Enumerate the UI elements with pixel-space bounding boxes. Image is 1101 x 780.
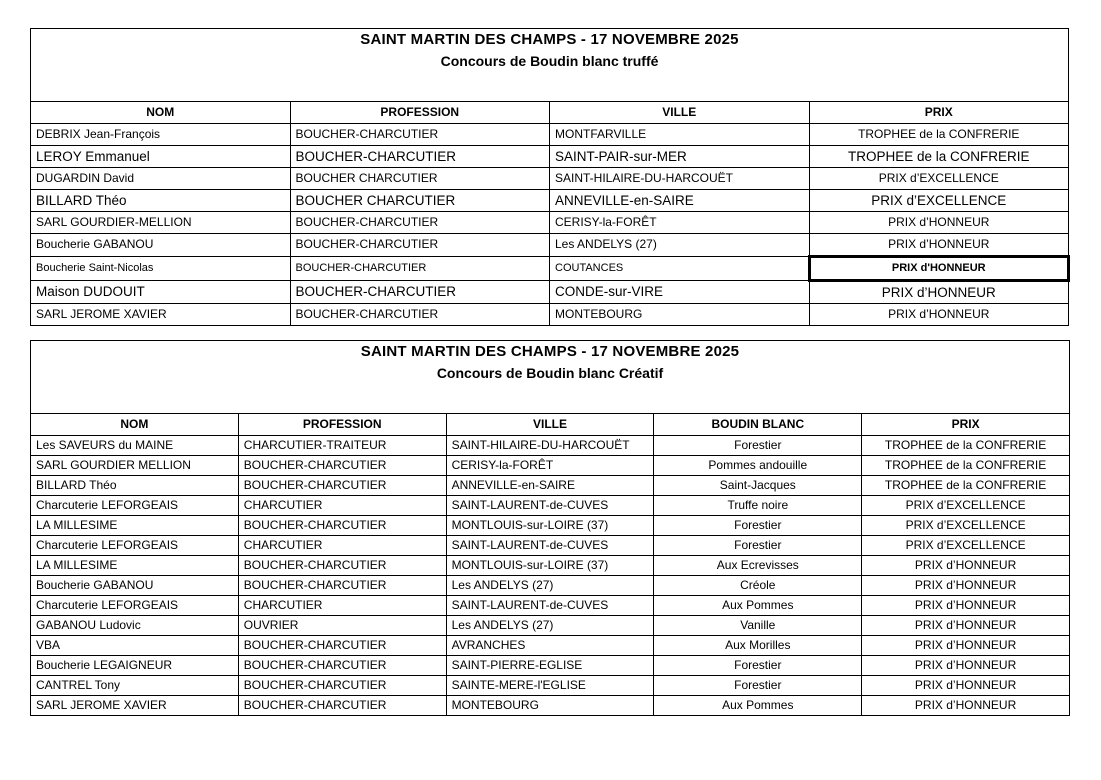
table-cell: CHARCUTIER [238,596,446,616]
table-row [31,124,1069,146]
table-cell: Boucherie GABANOU [31,576,239,596]
table-cell: BOUCHER-CHARCUTIER [290,281,550,304]
table-cell: Créole [654,576,862,596]
table-cell: Les ANDELYS (27) [446,576,654,596]
header-row [31,414,1070,436]
table-cell: Charcuterie LEFORGEAIS [31,596,239,616]
table-cell: SAINT-LAURENT-de-CUVES [446,496,654,516]
table-row [31,168,1069,190]
table-subtitle: Concours de Boudin blanc truffé [440,52,659,69]
table-cell: BOUCHER-CHARCUTIER [238,556,446,576]
table-cell: PRIX d’EXCELLENCE [862,496,1070,516]
column-header: PROFESSION [290,102,550,124]
table-cell: BOUCHER-CHARCUTIER [290,124,550,146]
table-row [31,476,1070,496]
table-row [31,212,1069,234]
table-cell: BOUCHER-CHARCUTIER [238,696,446,716]
column-header: PROFESSION [238,414,446,436]
table-cell: Les SAVEURS du MAINE [31,436,239,456]
table-cell: VBA [31,636,239,656]
table-row [31,516,1070,536]
table-cell: PRIX d’EXCELLENCE [809,168,1069,190]
column-header: VILLE [550,102,810,124]
table-cell: Boucherie GABANOU [31,234,291,257]
table-cell: BOUCHER-CHARCUTIER [238,576,446,596]
table-cell: BOUCHER-CHARCUTIER [290,146,550,168]
table-cell: PRIX d’HONNEUR [862,656,1070,676]
table-cell: BOUCHER-CHARCUTIER [238,656,446,676]
table-row [31,616,1070,636]
table-cell: BILLARD Théo [31,476,239,496]
table-cell: CANTREL Tony [31,676,239,696]
table-cell: CERISY-la-FORÊT [550,212,810,234]
table-cell: COUTANCES [550,257,810,281]
table-row [31,656,1070,676]
table-cell: MONTEBOURG [550,304,810,326]
table-cell: BOUCHER-CHARCUTIER [238,636,446,656]
table-cell: BOUCHER CHARCUTIER [290,168,550,190]
table-cell: BOUCHER-CHARCUTIER [290,257,550,281]
table-cell: BOUCHER-CHARCUTIER [290,234,550,257]
table-row [31,576,1070,596]
table-row [31,536,1070,556]
table-cell: PRIX d’HONNEUR [862,576,1070,596]
table-cell: LA MILLESIME [31,556,239,576]
table-cell: Forestier [654,656,862,676]
table-cell: BOUCHER-CHARCUTIER [238,516,446,536]
table-cell: PRIX d’HONNEUR [862,616,1070,636]
table-row [31,304,1069,326]
table-cell: Les ANDELYS (27) [550,234,810,257]
table-cell: Charcuterie LEFORGEAIS [31,496,239,516]
table-title [31,341,1070,414]
table-cell: Aux Pommes [654,696,862,716]
table-cell: BOUCHER CHARCUTIER [290,190,550,212]
table-cell: Les ANDELYS (27) [446,616,654,636]
column-header: NOM [31,414,239,436]
table-cell: OUVRIER [238,616,446,636]
table-cell: TROPHEE de la CONFRERIE [862,476,1070,496]
table-cell: PRIX d’EXCELLENCE [809,190,1069,212]
table-cell: GABANOU Ludovic [31,616,239,636]
column-header: NOM [31,102,291,124]
table-cell: Boucherie LEGAIGNEUR [31,656,239,676]
table-cell: Maison DUDOUIT [31,281,291,304]
table-cell: PRIX d’HONNEUR [809,212,1069,234]
table-cell: TROPHEE de la CONFRERIE [862,456,1070,476]
table-cell: PRIX d’HONNEUR [809,304,1069,326]
table-cell: SARL GOURDIER MELLION [31,456,239,476]
table-cell: ANNEVILLE-en-SAIRE [446,476,654,496]
table-cell: TROPHEE de la CONFRERIE [862,436,1070,456]
table-row [31,676,1070,696]
table-cell: Aux Morilles [654,636,862,656]
table-cell: SAINT-LAURENT-de-CUVES [446,596,654,616]
table-cell: BOUCHER-CHARCUTIER [238,456,446,476]
table-cell: PRIX d’HONNEUR [809,281,1069,304]
table-cell: Charcuterie LEFORGEAIS [31,536,239,556]
table-cell: PRIX d’HONNEUR [862,696,1070,716]
table-cell: TROPHEE de la CONFRERIE [809,146,1069,168]
table-row [31,636,1070,656]
table-cell: Forestier [654,516,862,536]
table-cell: LEROY Emmanuel [31,146,291,168]
table-cell: Aux Ecrevisses [654,556,862,576]
table-cell: Aux Pommes [654,596,862,616]
table-cell: BOUCHER-CHARCUTIER [290,304,550,326]
table-cell: SAINT-HILAIRE-DU-HARCOUËT [550,168,810,190]
table-title-line1: SAINT MARTIN DES CHAMPS - 17 NOVEMBRE 2025 [360,31,739,48]
table-cell: SAINTE-MERE-l'EGLISE [446,676,654,696]
table-cell: LA MILLESIME [31,516,239,536]
table-cell: Boucherie Saint-Nicolas [31,257,291,281]
table-cell: PRIX d’EXCELLENCE [862,516,1070,536]
table-cell: SARL GOURDIER-MELLION [31,212,291,234]
table-subtitle: Concours de Boudin blanc Créatif [436,364,664,381]
table-cell: Vanille [654,616,862,636]
table-cell: PRIX d’HONNEUR [809,234,1069,257]
column-header: VILLE [446,414,654,436]
table-title-line1: SAINT MARTIN DES CHAMPS - 17 NOVEMBRE 2025 [360,343,740,360]
table-row [31,456,1070,476]
table-cell: Forestier [654,676,862,696]
header-row [31,102,1069,124]
table-cell: Forestier [654,436,862,456]
table-cell: SAINT-PAIR-sur-MER [550,146,810,168]
table-row [31,281,1069,304]
table-cell: BOUCHER-CHARCUTIER [238,676,446,696]
table-cell: MONTLOUIS-sur-LOIRE (37) [446,556,654,576]
table-cell: BILLARD Théo [31,190,291,212]
title-row [31,341,1070,414]
table-cell: Forestier [654,536,862,556]
table-cell: DUGARDIN David [31,168,291,190]
table-cell: CHARCUTIER [238,536,446,556]
table-cell: DEBRIX Jean-François [31,124,291,146]
table-row [31,436,1070,456]
table-cell: PRIX d’HONNEUR [862,676,1070,696]
table-cell: CHARCUTIER-TRAITEUR [238,436,446,456]
table-title [31,29,1069,102]
table-cell: PRIX d'HONNEUR [809,257,1069,281]
table-row [31,596,1070,616]
table-cell: PRIX d’HONNEUR [862,596,1070,616]
table-cell: Saint-Jacques [654,476,862,496]
table-cell: AVRANCHES [446,636,654,656]
table-cell: SAINT-PIERRE-EGLISE [446,656,654,676]
results-table-boudin-creatif [30,340,1070,716]
table-cell: SAINT-HILAIRE-DU-HARCOUËT [446,436,654,456]
table-cell: PRIX d’HONNEUR [862,556,1070,576]
table-cell: TROPHEE de la CONFRERIE [809,124,1069,146]
table-row [31,146,1069,168]
table-cell: SARL JEROME XAVIER [31,696,239,716]
table-cell: PRIX d’HONNEUR [862,636,1070,656]
table-cell: BOUCHER-CHARCUTIER [290,212,550,234]
title-row [31,29,1069,102]
table-cell: SAINT-LAURENT-de-CUVES [446,536,654,556]
table-cell: ANNEVILLE-en-SAIRE [550,190,810,212]
table-cell: CERISY-la-FORÊT [446,456,654,476]
column-header: PRIX [862,414,1070,436]
table-row [31,496,1070,516]
table-cell: MONTLOUIS-sur-LOIRE (37) [446,516,654,536]
table-cell: Pommes andouille [654,456,862,476]
table-cell: MONTEBOURG [446,696,654,716]
table-row [31,696,1070,716]
table-cell: CONDE-sur-VIRE [550,281,810,304]
table-row [31,257,1069,281]
results-table-boudin-truffe [30,28,1070,326]
table-row [31,234,1069,257]
table-cell: PRIX d’EXCELLENCE [862,536,1070,556]
table-cell: SARL JEROME XAVIER [31,304,291,326]
table-cell: MONTFARVILLE [550,124,810,146]
table-cell: Truffe noire [654,496,862,516]
table-row [31,190,1069,212]
column-header: BOUDIN BLANC [654,414,862,436]
column-header: PRIX [809,102,1069,124]
table-cell: CHARCUTIER [238,496,446,516]
table-cell: BOUCHER-CHARCUTIER [238,476,446,496]
table-row [31,556,1070,576]
